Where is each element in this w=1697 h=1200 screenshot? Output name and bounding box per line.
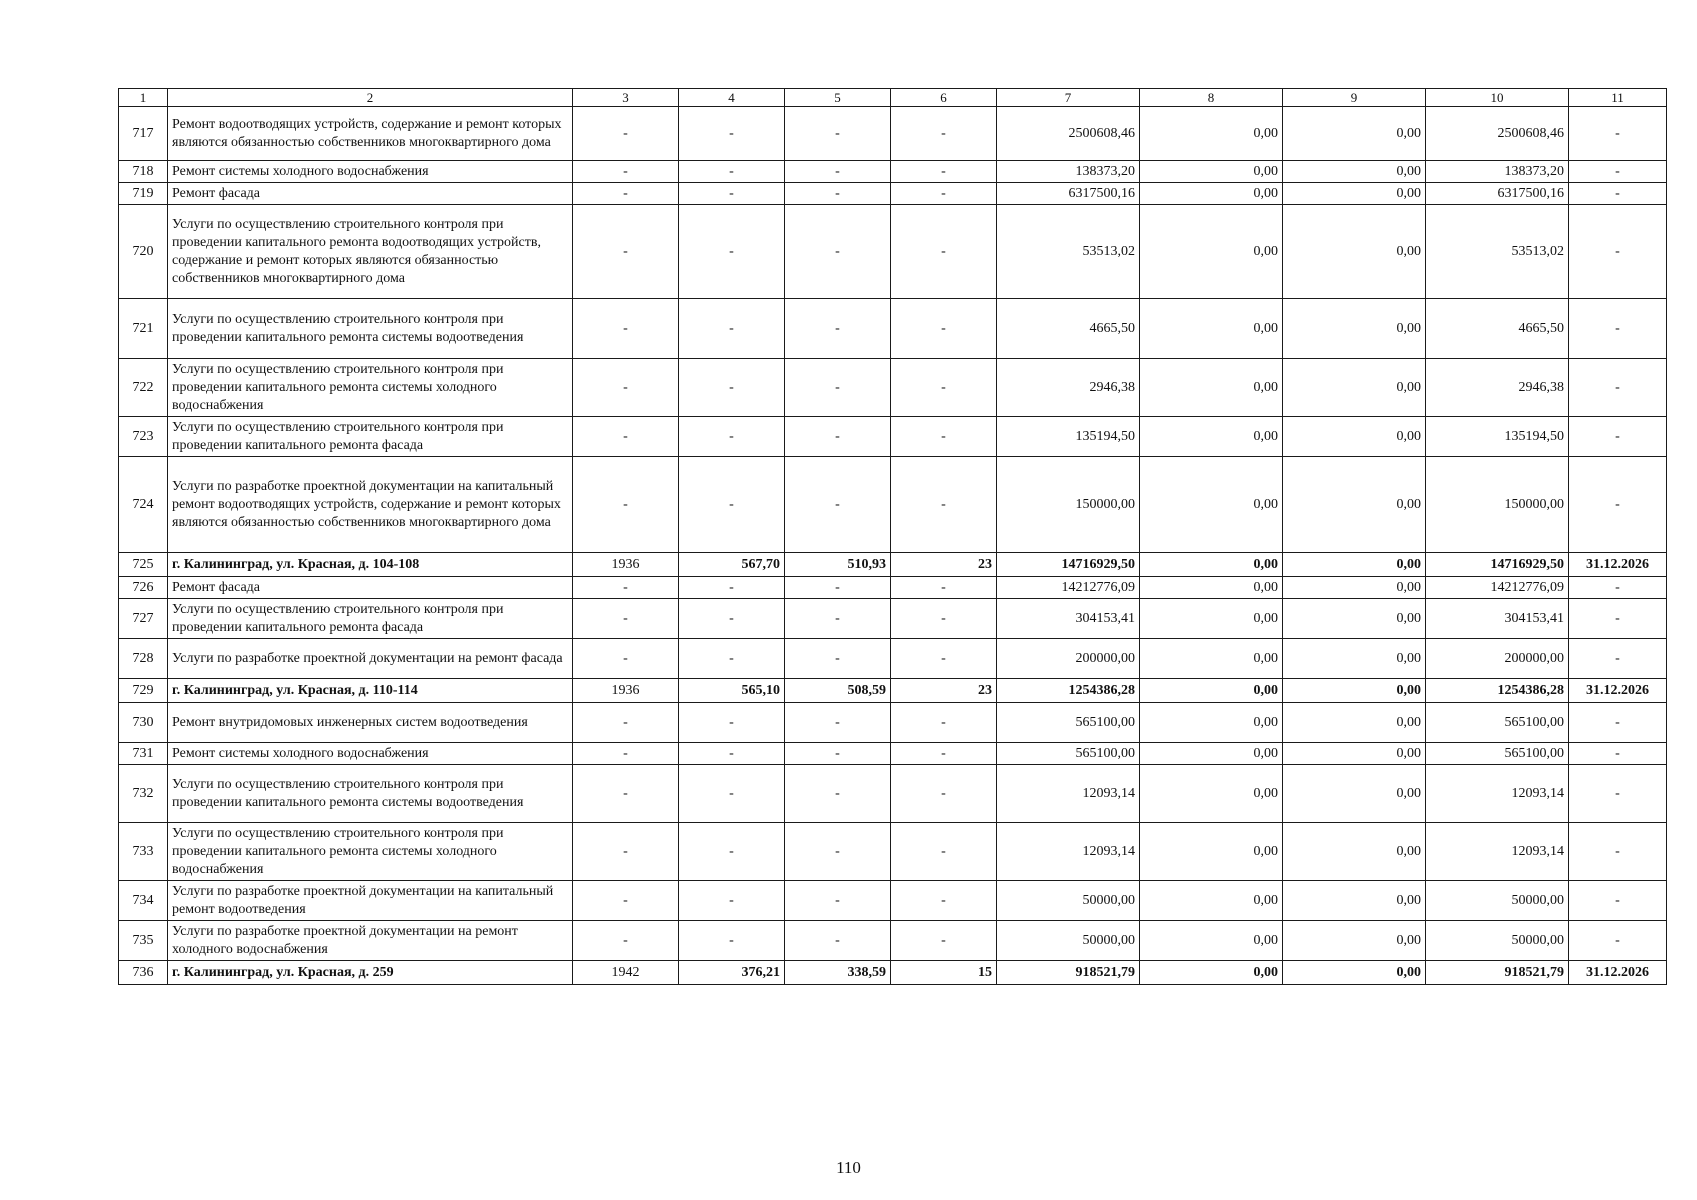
cell-col-5: 510,93 bbox=[785, 553, 891, 577]
cell-col-10: 304153,41 bbox=[1426, 599, 1569, 639]
cell-col-11: - bbox=[1569, 299, 1667, 359]
cell-col-9: 0,00 bbox=[1283, 679, 1426, 703]
row-description: Услуги по разработке проектной документации на капитальный ремонт водоотводящих устройств, содержание и ремонт которых являются обязанностью собственников многоквартирного дома bbox=[168, 457, 573, 553]
table-row bbox=[119, 161, 1667, 183]
cell-col-8: 0,00 bbox=[1140, 823, 1283, 881]
cell-col-8: 0,00 bbox=[1140, 457, 1283, 553]
row-description: Услуги по осуществлению строительного контроля при проведении капитального ремонта системы водоотведения bbox=[168, 299, 573, 359]
cell-col-6: - bbox=[891, 417, 997, 457]
cell-col-7: 565100,00 bbox=[997, 703, 1140, 743]
cell-col-9: 0,00 bbox=[1283, 599, 1426, 639]
row-description: г. Калининград, ул. Красная, д. 104-108 bbox=[168, 553, 573, 577]
cell-col-11: - bbox=[1569, 765, 1667, 823]
cell-col-9: 0,00 bbox=[1283, 299, 1426, 359]
cell-col-11: 31.12.2026 bbox=[1569, 679, 1667, 703]
cell-col-3: - bbox=[573, 299, 679, 359]
cell-col-5: - bbox=[785, 359, 891, 417]
row-number: 733 bbox=[119, 823, 168, 881]
cell-col-10: 50000,00 bbox=[1426, 921, 1569, 961]
cell-col-10: 2946,38 bbox=[1426, 359, 1569, 417]
cell-col-3: - bbox=[573, 881, 679, 921]
row-description: г. Калининград, ул. Красная, д. 110-114 bbox=[168, 679, 573, 703]
row-number: 729 bbox=[119, 679, 168, 703]
cell-col-5: - bbox=[785, 107, 891, 161]
cell-col-6: - bbox=[891, 183, 997, 205]
cell-col-4: 376,21 bbox=[679, 961, 785, 985]
cell-col-8: 0,00 bbox=[1140, 961, 1283, 985]
row-number: 726 bbox=[119, 577, 168, 599]
cell-col-10: 2500608,46 bbox=[1426, 107, 1569, 161]
row-description: г. Калининград, ул. Красная, д. 259 bbox=[168, 961, 573, 985]
cell-col-4: 567,70 bbox=[679, 553, 785, 577]
cell-col-9: 0,00 bbox=[1283, 161, 1426, 183]
cell-col-5: - bbox=[785, 639, 891, 679]
cell-col-6: - bbox=[891, 743, 997, 765]
cell-col-9: 0,00 bbox=[1283, 921, 1426, 961]
table-row bbox=[119, 921, 1667, 961]
table-row bbox=[119, 599, 1667, 639]
cell-col-7: 4665,50 bbox=[997, 299, 1140, 359]
cell-col-5: - bbox=[785, 161, 891, 183]
row-number: 720 bbox=[119, 205, 168, 299]
cell-col-11: - bbox=[1569, 107, 1667, 161]
cell-col-8: 0,00 bbox=[1140, 881, 1283, 921]
table-row bbox=[119, 417, 1667, 457]
table-row bbox=[119, 639, 1667, 679]
cell-col-10: 12093,14 bbox=[1426, 765, 1569, 823]
table-row bbox=[119, 577, 1667, 599]
cell-col-10: 200000,00 bbox=[1426, 639, 1569, 679]
cell-col-8: 0,00 bbox=[1140, 765, 1283, 823]
cell-col-10: 12093,14 bbox=[1426, 823, 1569, 881]
cell-col-10: 50000,00 bbox=[1426, 881, 1569, 921]
cell-col-5: - bbox=[785, 599, 891, 639]
cell-col-6: - bbox=[891, 577, 997, 599]
row-description: Услуги по осуществлению строительного контроля при проведении капитального ремонта фасада bbox=[168, 417, 573, 457]
cell-col-7: 50000,00 bbox=[997, 921, 1140, 961]
cell-col-8: 0,00 bbox=[1140, 299, 1283, 359]
cell-col-10: 14212776,09 bbox=[1426, 577, 1569, 599]
cell-col-5: - bbox=[785, 417, 891, 457]
table-row bbox=[119, 183, 1667, 205]
cell-col-7: 150000,00 bbox=[997, 457, 1140, 553]
row-number: 728 bbox=[119, 639, 168, 679]
cell-col-10: 918521,79 bbox=[1426, 961, 1569, 985]
cell-col-3: - bbox=[573, 765, 679, 823]
cell-col-4: - bbox=[679, 359, 785, 417]
cell-col-9: 0,00 bbox=[1283, 577, 1426, 599]
table-row bbox=[119, 823, 1667, 881]
row-description: Услуги по осуществлению строительного контроля при проведении капитального ремонта фасада bbox=[168, 599, 573, 639]
cell-col-9: 0,00 bbox=[1283, 765, 1426, 823]
cell-col-6: - bbox=[891, 639, 997, 679]
column-header: 8 bbox=[1140, 89, 1283, 107]
row-number: 735 bbox=[119, 921, 168, 961]
cell-col-7: 138373,20 bbox=[997, 161, 1140, 183]
column-header: 9 bbox=[1283, 89, 1426, 107]
address-row bbox=[119, 961, 1667, 985]
cell-col-5: - bbox=[785, 183, 891, 205]
cell-col-6: - bbox=[891, 359, 997, 417]
cell-col-3: - bbox=[573, 457, 679, 553]
row-number: 730 bbox=[119, 703, 168, 743]
cell-col-7: 2500608,46 bbox=[997, 107, 1140, 161]
cell-col-8: 0,00 bbox=[1140, 417, 1283, 457]
page-number: 110 bbox=[836, 1158, 861, 1177]
cell-col-8: 0,00 bbox=[1140, 553, 1283, 577]
cell-col-5: - bbox=[785, 299, 891, 359]
cell-col-4: - bbox=[679, 703, 785, 743]
cell-col-7: 12093,14 bbox=[997, 765, 1140, 823]
cell-col-11: - bbox=[1569, 417, 1667, 457]
column-header: 10 bbox=[1426, 89, 1569, 107]
cell-col-11: - bbox=[1569, 743, 1667, 765]
cell-col-7: 200000,00 bbox=[997, 639, 1140, 679]
row-description: Ремонт системы холодного водоснабжения bbox=[168, 743, 573, 765]
row-number: 719 bbox=[119, 183, 168, 205]
repair-program-table bbox=[118, 88, 1667, 985]
row-description: Ремонт фасада bbox=[168, 183, 573, 205]
cell-col-10: 138373,20 bbox=[1426, 161, 1569, 183]
cell-col-8: 0,00 bbox=[1140, 205, 1283, 299]
cell-col-10: 565100,00 bbox=[1426, 703, 1569, 743]
cell-col-11: - bbox=[1569, 457, 1667, 553]
cell-col-10: 1254386,28 bbox=[1426, 679, 1569, 703]
cell-col-11: - bbox=[1569, 703, 1667, 743]
cell-col-7: 304153,41 bbox=[997, 599, 1140, 639]
row-number: 727 bbox=[119, 599, 168, 639]
cell-col-3: - bbox=[573, 417, 679, 457]
cell-col-11: - bbox=[1569, 359, 1667, 417]
row-description: Ремонт фасада bbox=[168, 577, 573, 599]
row-number: 731 bbox=[119, 743, 168, 765]
cell-col-4: - bbox=[679, 205, 785, 299]
cell-col-11: - bbox=[1569, 823, 1667, 881]
table-row bbox=[119, 743, 1667, 765]
cell-col-6: - bbox=[891, 703, 997, 743]
cell-col-4: - bbox=[679, 183, 785, 205]
cell-col-4: - bbox=[679, 161, 785, 183]
row-number: 717 bbox=[119, 107, 168, 161]
table-row bbox=[119, 765, 1667, 823]
row-number: 723 bbox=[119, 417, 168, 457]
cell-col-7: 565100,00 bbox=[997, 743, 1140, 765]
cell-col-4: - bbox=[679, 107, 785, 161]
cell-col-9: 0,00 bbox=[1283, 639, 1426, 679]
row-number: 718 bbox=[119, 161, 168, 183]
cell-col-9: 0,00 bbox=[1283, 205, 1426, 299]
cell-col-8: 0,00 bbox=[1140, 921, 1283, 961]
cell-col-11: - bbox=[1569, 921, 1667, 961]
column-header: 7 bbox=[997, 89, 1140, 107]
cell-col-8: 0,00 bbox=[1140, 161, 1283, 183]
cell-col-3: - bbox=[573, 599, 679, 639]
column-header: 1 bbox=[119, 89, 168, 107]
cell-col-7: 53513,02 bbox=[997, 205, 1140, 299]
cell-col-4: - bbox=[679, 577, 785, 599]
cell-col-5: - bbox=[785, 765, 891, 823]
cell-col-3: - bbox=[573, 703, 679, 743]
cell-col-5: - bbox=[785, 457, 891, 553]
row-number: 732 bbox=[119, 765, 168, 823]
row-number: 725 bbox=[119, 553, 168, 577]
cell-col-8: 0,00 bbox=[1140, 679, 1283, 703]
row-number: 736 bbox=[119, 961, 168, 985]
cell-col-5: - bbox=[785, 823, 891, 881]
row-description: Услуги по разработке проектной документации на ремонт фасада bbox=[168, 639, 573, 679]
cell-col-6: - bbox=[891, 299, 997, 359]
column-header: 6 bbox=[891, 89, 997, 107]
row-description: Ремонт системы холодного водоснабжения bbox=[168, 161, 573, 183]
cell-col-6: - bbox=[891, 765, 997, 823]
cell-col-10: 135194,50 bbox=[1426, 417, 1569, 457]
cell-col-9: 0,00 bbox=[1283, 183, 1426, 205]
address-row bbox=[119, 679, 1667, 703]
cell-col-8: 0,00 bbox=[1140, 183, 1283, 205]
table-row bbox=[119, 881, 1667, 921]
cell-col-10: 150000,00 bbox=[1426, 457, 1569, 553]
cell-col-6: 15 bbox=[891, 961, 997, 985]
table-row bbox=[119, 205, 1667, 299]
cell-col-5: 338,59 bbox=[785, 961, 891, 985]
cell-col-11: - bbox=[1569, 577, 1667, 599]
cell-col-5: - bbox=[785, 205, 891, 299]
cell-col-8: 0,00 bbox=[1140, 639, 1283, 679]
column-header: 4 bbox=[679, 89, 785, 107]
table-row bbox=[119, 359, 1667, 417]
cell-col-8: 0,00 bbox=[1140, 703, 1283, 743]
row-number: 724 bbox=[119, 457, 168, 553]
cell-col-8: 0,00 bbox=[1140, 743, 1283, 765]
cell-col-3: 1936 bbox=[573, 553, 679, 577]
cell-col-4: - bbox=[679, 881, 785, 921]
table-body bbox=[119, 89, 1667, 985]
cell-col-5: - bbox=[785, 921, 891, 961]
cell-col-7: 135194,50 bbox=[997, 417, 1140, 457]
cell-col-10: 6317500,16 bbox=[1426, 183, 1569, 205]
cell-col-6: - bbox=[891, 881, 997, 921]
row-number: 734 bbox=[119, 881, 168, 921]
cell-col-11: - bbox=[1569, 639, 1667, 679]
cell-col-3: - bbox=[573, 639, 679, 679]
cell-col-6: - bbox=[891, 823, 997, 881]
row-description: Услуги по осуществлению строительного контроля при проведении капитального ремонта системы холодного водоснабжения bbox=[168, 823, 573, 881]
cell-col-5: - bbox=[785, 743, 891, 765]
table-row bbox=[119, 107, 1667, 161]
row-description: Услуги по осуществлению строительного контроля при проведении капитального ремонта системы водоотведения bbox=[168, 765, 573, 823]
cell-col-6: 23 bbox=[891, 679, 997, 703]
cell-col-3: - bbox=[573, 743, 679, 765]
cell-col-6: - bbox=[891, 107, 997, 161]
table-row bbox=[119, 299, 1667, 359]
cell-col-4: - bbox=[679, 921, 785, 961]
cell-col-6: - bbox=[891, 161, 997, 183]
cell-col-7: 1254386,28 bbox=[997, 679, 1140, 703]
cell-col-5: - bbox=[785, 577, 891, 599]
cell-col-4: 565,10 bbox=[679, 679, 785, 703]
cell-col-4: - bbox=[679, 417, 785, 457]
cell-col-7: 12093,14 bbox=[997, 823, 1140, 881]
address-row bbox=[119, 553, 1667, 577]
cell-col-3: - bbox=[573, 161, 679, 183]
cell-col-9: 0,00 bbox=[1283, 457, 1426, 553]
cell-col-3: - bbox=[573, 577, 679, 599]
cell-col-7: 14212776,09 bbox=[997, 577, 1140, 599]
cell-col-4: - bbox=[679, 457, 785, 553]
cell-col-9: 0,00 bbox=[1283, 743, 1426, 765]
cell-col-8: 0,00 bbox=[1140, 577, 1283, 599]
cell-col-9: 0,00 bbox=[1283, 359, 1426, 417]
cell-col-6: - bbox=[891, 205, 997, 299]
cell-col-4: - bbox=[679, 743, 785, 765]
cell-col-9: 0,00 bbox=[1283, 703, 1426, 743]
cell-col-9: 0,00 bbox=[1283, 881, 1426, 921]
row-description: Услуги по разработке проектной документации на ремонт холодного водоснабжения bbox=[168, 921, 573, 961]
cell-col-5: - bbox=[785, 703, 891, 743]
cell-col-4: - bbox=[679, 299, 785, 359]
row-description: Услуги по осуществлению строительного контроля при проведении капитального ремонта системы холодного водоснабжения bbox=[168, 359, 573, 417]
cell-col-4: - bbox=[679, 765, 785, 823]
column-header: 11 bbox=[1569, 89, 1667, 107]
cell-col-3: 1936 bbox=[573, 679, 679, 703]
column-number-header-row bbox=[119, 89, 1667, 107]
row-description: Ремонт водоотводящих устройств, содержание и ремонт которых являются обязанностью собственников многоквартирного дома bbox=[168, 107, 573, 161]
cell-col-3: - bbox=[573, 107, 679, 161]
cell-col-3: - bbox=[573, 921, 679, 961]
cell-col-6: 23 bbox=[891, 553, 997, 577]
cell-col-7: 6317500,16 bbox=[997, 183, 1140, 205]
column-header: 2 bbox=[168, 89, 573, 107]
row-number: 722 bbox=[119, 359, 168, 417]
cell-col-6: - bbox=[891, 457, 997, 553]
cell-col-9: 0,00 bbox=[1283, 823, 1426, 881]
table-row bbox=[119, 703, 1667, 743]
cell-col-10: 14716929,50 bbox=[1426, 553, 1569, 577]
cell-col-10: 4665,50 bbox=[1426, 299, 1569, 359]
cell-col-8: 0,00 bbox=[1140, 107, 1283, 161]
cell-col-7: 50000,00 bbox=[997, 881, 1140, 921]
cell-col-10: 565100,00 bbox=[1426, 743, 1569, 765]
cell-col-6: - bbox=[891, 599, 997, 639]
cell-col-6: - bbox=[891, 921, 997, 961]
cell-col-7: 2946,38 bbox=[997, 359, 1140, 417]
cell-col-8: 0,00 bbox=[1140, 599, 1283, 639]
cell-col-7: 14716929,50 bbox=[997, 553, 1140, 577]
cell-col-9: 0,00 bbox=[1283, 107, 1426, 161]
column-header: 3 bbox=[573, 89, 679, 107]
cell-col-11: 31.12.2026 bbox=[1569, 961, 1667, 985]
cell-col-11: - bbox=[1569, 599, 1667, 639]
column-header: 5 bbox=[785, 89, 891, 107]
cell-col-3: - bbox=[573, 205, 679, 299]
cell-col-11: - bbox=[1569, 205, 1667, 299]
row-description: Услуги по разработке проектной документации на капитальный ремонт водоотведения bbox=[168, 881, 573, 921]
cell-col-9: 0,00 bbox=[1283, 417, 1426, 457]
cell-col-4: - bbox=[679, 639, 785, 679]
cell-col-9: 0,00 bbox=[1283, 553, 1426, 577]
cell-col-4: - bbox=[679, 823, 785, 881]
cell-col-5: 508,59 bbox=[785, 679, 891, 703]
cell-col-11: - bbox=[1569, 881, 1667, 921]
cell-col-3: 1942 bbox=[573, 961, 679, 985]
cell-col-11: 31.12.2026 bbox=[1569, 553, 1667, 577]
row-description: Услуги по осуществлению строительного контроля при проведении капитального ремонта водоотводящих устройств, содержание и ремонт которых являются обязанностью собственников многоквартирного дома bbox=[168, 205, 573, 299]
cell-col-3: - bbox=[573, 183, 679, 205]
cell-col-8: 0,00 bbox=[1140, 359, 1283, 417]
row-number: 721 bbox=[119, 299, 168, 359]
cell-col-9: 0,00 bbox=[1283, 961, 1426, 985]
cell-col-3: - bbox=[573, 823, 679, 881]
cell-col-7: 918521,79 bbox=[997, 961, 1140, 985]
cell-col-4: - bbox=[679, 599, 785, 639]
row-description: Ремонт внутридомовых инженерных систем водоотведения bbox=[168, 703, 573, 743]
table-row bbox=[119, 457, 1667, 553]
cell-col-11: - bbox=[1569, 161, 1667, 183]
cell-col-5: - bbox=[785, 881, 891, 921]
cell-col-3: - bbox=[573, 359, 679, 417]
cell-col-11: - bbox=[1569, 183, 1667, 205]
cell-col-10: 53513,02 bbox=[1426, 205, 1569, 299]
